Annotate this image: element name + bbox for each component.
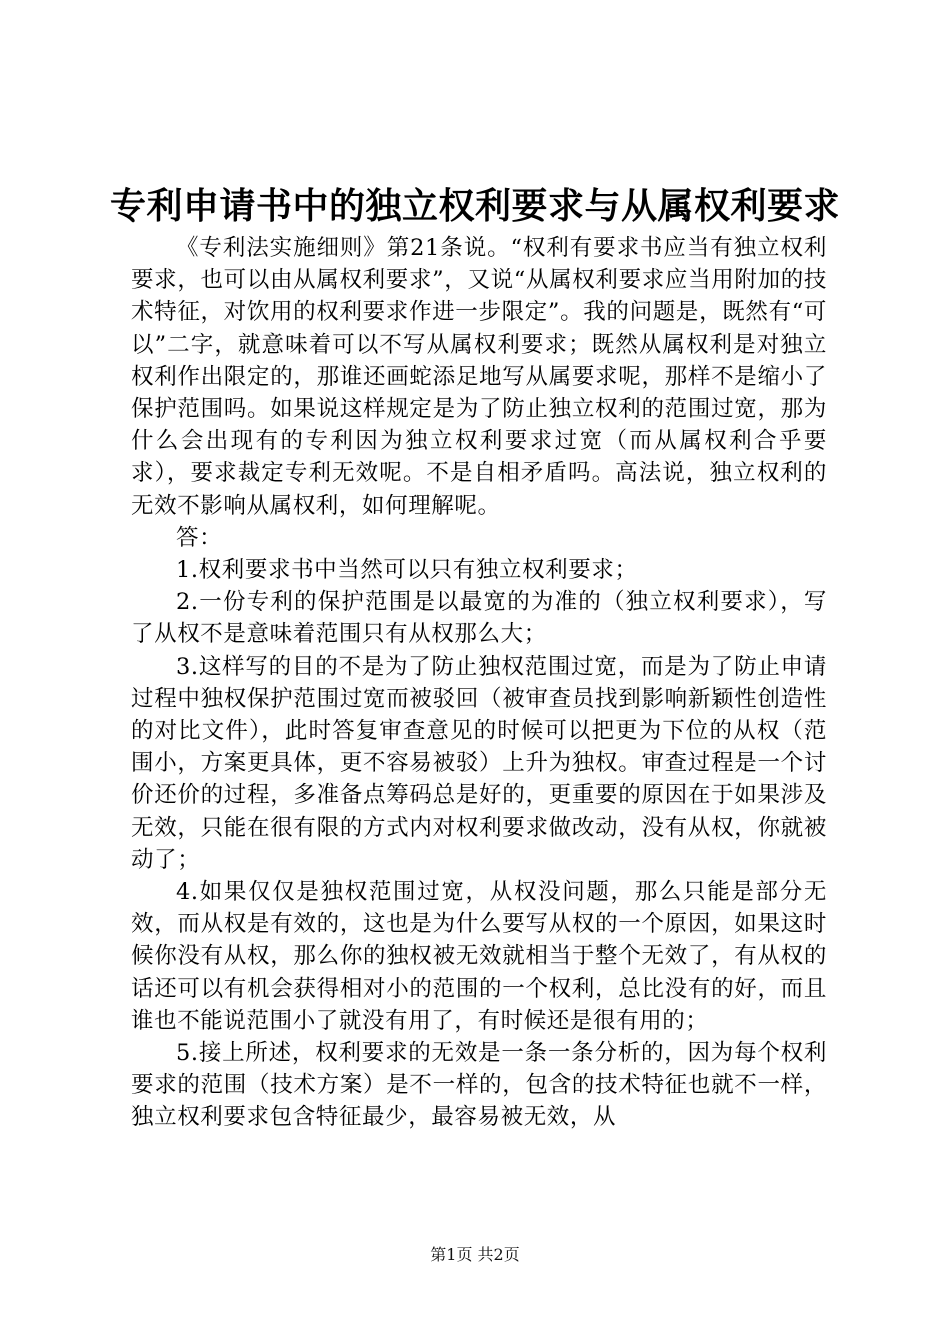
paragraph-question: 《专利法实施细则》第21条说。“权利有要求书应当有独立权利要求，也可以由从属权利要求”，又说“从属权利要求应当用附加的技术特征，对饮用的权利要求作进一步限定”。我的问题是，既然有“可以”二字，就意味着可以不写从属权利要求；既然从属权利是对独立权利作出限定的，那谁还画蛇添足地写从属要求呢，那样不是缩小了保护范围吗。如果说这样规定是为了防止独立权利的范围过宽，那为什么会出现有的专利因为独立权利要求过宽（而从属权利合乎要求），要求裁定专利无效呢。不是自相矛盾吗。高法说，独立权利的无效不影响从属权利，如何理解呢。 — [131, 235, 827, 519]
paragraph-answer-5: 5.接上所述，权利要求的无效是一条一条分析的，因为每个权利要求的范围（技术方案）是不一样的，包含的技术特征也就不一样，独立权利要求包含特征最少，最容易被无效，从 — [131, 1040, 827, 1131]
paragraph-answer-1: 1.权利要求书中当然可以只有独立权利要求； — [176, 557, 638, 584]
paragraph-answer-3: 3.这样写的目的不是为了防止独权范围过宽，而是为了防止申请过程中独权保护范围过宽而被驳回（被审查员找到影响新颖性创造性的对比文件），此时答复审查意见的时候可以把更为下位的从权（范围小，方案更具体，更不容易被驳）上升为独权。审查过程是一个讨价还价的过程，多准备点筹码总是好的，更重要的原因在于如果涉及无效，只能在很有限的方式内对权利要求做改动，没有从权，你就被动了； — [131, 653, 827, 873]
document-body — [131, 232, 827, 1134]
paragraph-answer-label: 答： — [176, 524, 223, 551]
paragraph-answer-4: 4.如果仅仅是独权范围过宽，从权没问题，那么只能是部分无效，而从权是有效的，这也是为什么要写从权的一个原因，如果这时候你没有从权，那么你的独权被无效就相当于整个无效了，有从权的话还可以有机会获得相对小的范围的一个权利，总比没有的好，而且谁也不能说范围小了就没有用了，有时候还是很有用的； — [131, 879, 827, 1034]
paragraph-answer-2: 2.一份专利的保护范围是以最宽的为准的（独立权利要求），写了从权不是意味着范围只有从权那么大； — [131, 589, 827, 648]
page-footer: 第1页 共2页 — [430, 1245, 520, 1264]
document-title: 专利申请书中的独立权利要求与从属权利要求 — [109, 186, 840, 227]
